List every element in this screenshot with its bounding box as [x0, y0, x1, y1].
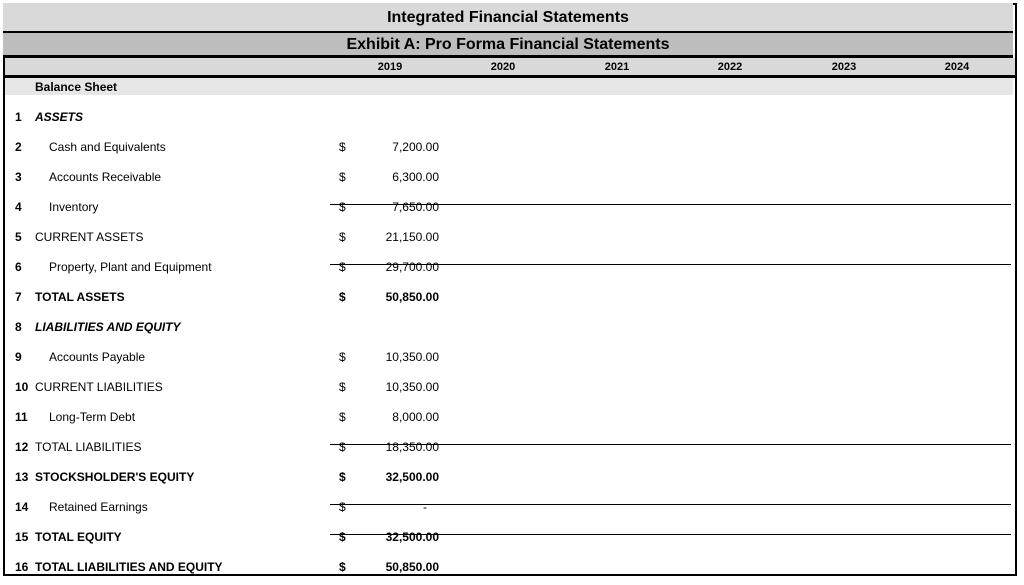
amount-2019: 10,350.00	[385, 350, 439, 364]
table-row	[0, 467, 1024, 487]
year-header-row	[5, 58, 1015, 78]
amount-2019: -	[423, 500, 427, 514]
table-row	[0, 527, 1024, 547]
subtotal-rule	[330, 204, 1011, 205]
currency-symbol: $	[339, 350, 346, 364]
row-label: TOTAL ASSETS	[35, 290, 125, 304]
year-2021: 2021	[604, 61, 630, 73]
row-label: TOTAL EQUITY	[35, 530, 122, 544]
row-number: 13	[15, 470, 29, 484]
table-row	[0, 167, 1024, 187]
row-number: 7	[15, 290, 22, 304]
currency-symbol: $	[339, 260, 346, 274]
amount-2019: 50,850.00	[385, 290, 439, 304]
amount-2019: 8,000.00	[392, 410, 439, 424]
table-row	[0, 407, 1024, 427]
amount-2019: 6,300.00	[392, 170, 439, 184]
table-row	[0, 347, 1024, 367]
table-row	[0, 437, 1024, 457]
row-number: 16	[15, 560, 29, 574]
amount-2019: 50,850.00	[385, 560, 439, 574]
subtotal-rule	[330, 504, 1011, 505]
statement-title: Integrated Financial Statements	[3, 3, 1013, 33]
amount-2019: 29,700.00	[385, 260, 439, 274]
row-number: 15	[15, 530, 29, 544]
currency-symbol: $	[339, 170, 346, 184]
table-row	[0, 557, 1024, 577]
row-label: Accounts Payable	[49, 350, 146, 364]
year-2023: 2023	[831, 61, 857, 73]
section-title: Balance Sheet	[35, 80, 118, 94]
currency-symbol: $	[339, 560, 346, 574]
row-label: Retained Earnings	[49, 500, 148, 514]
subtotal-rule	[330, 534, 1011, 535]
table-row	[0, 257, 1024, 277]
row-number: 3	[15, 170, 22, 184]
amount-2019: 7,200.00	[392, 140, 439, 154]
amount-2019: 18,350.00	[385, 440, 439, 454]
currency-symbol: $	[339, 140, 346, 154]
row-number: 8	[15, 320, 22, 334]
currency-symbol: $	[339, 470, 346, 484]
row-label: Accounts Receivable	[49, 170, 162, 184]
currency-symbol: $	[339, 230, 346, 244]
table-row	[0, 227, 1024, 247]
row-number: 12	[15, 440, 29, 454]
row-label: Property, Plant and Equipment	[49, 260, 212, 274]
table-row	[0, 137, 1024, 157]
currency-symbol: $	[339, 380, 346, 394]
row-number: 2	[15, 140, 22, 154]
row-label: STOCKSHOLDER'S EQUITY	[35, 470, 195, 484]
amount-2019: 32,500.00	[385, 470, 439, 484]
amount-2019: 32,500.00	[385, 530, 439, 544]
currency-symbol: $	[339, 440, 346, 454]
row-number: 14	[15, 500, 29, 514]
amount-2019: 10,350.00	[385, 380, 439, 394]
row-label: Inventory	[49, 200, 99, 214]
exhibit-title: Exhibit A: Pro Forma Financial Statements	[3, 33, 1013, 58]
section-header	[5, 78, 1013, 95]
currency-symbol: $	[339, 200, 346, 214]
row-number: 11	[15, 410, 28, 424]
table-row	[0, 317, 1024, 337]
table-row	[0, 287, 1024, 307]
amount-2019: 7,650.00	[392, 200, 439, 214]
row-label: TOTAL LIABILITIES AND EQUITY	[35, 560, 223, 574]
subtotal-rule	[330, 444, 1011, 445]
row-number: 6	[15, 260, 22, 274]
row-label: CURRENT ASSETS	[35, 230, 144, 244]
table-row	[0, 497, 1024, 517]
subtotal-rule	[330, 264, 1011, 265]
currency-symbol: $	[339, 290, 346, 304]
amount-2019: 21,150.00	[385, 230, 439, 244]
currency-symbol: $	[339, 410, 346, 424]
currency-symbol: $	[339, 530, 346, 544]
table-row	[0, 377, 1024, 397]
row-number: 9	[15, 350, 22, 364]
year-2020: 2020	[490, 61, 516, 73]
row-number: 1	[15, 110, 22, 124]
row-number: 4	[15, 200, 22, 214]
year-2022: 2022	[717, 61, 743, 73]
year-2024: 2024	[944, 61, 970, 73]
table-row	[0, 197, 1024, 217]
row-label: LIABILITIES AND EQUITY	[35, 320, 181, 334]
row-label: TOTAL LIABILITIES	[35, 440, 142, 454]
row-label: Cash and Equivalents	[49, 140, 166, 154]
row-number: 5	[15, 230, 22, 244]
row-label: ASSETS	[35, 110, 84, 124]
row-label: Long-Term Debt	[49, 410, 136, 424]
row-number: 10	[15, 380, 29, 394]
currency-symbol: $	[339, 500, 346, 514]
year-2019: 2019	[377, 61, 403, 73]
table-row	[0, 107, 1024, 127]
row-label: CURRENT LIABILITIES	[35, 380, 163, 394]
